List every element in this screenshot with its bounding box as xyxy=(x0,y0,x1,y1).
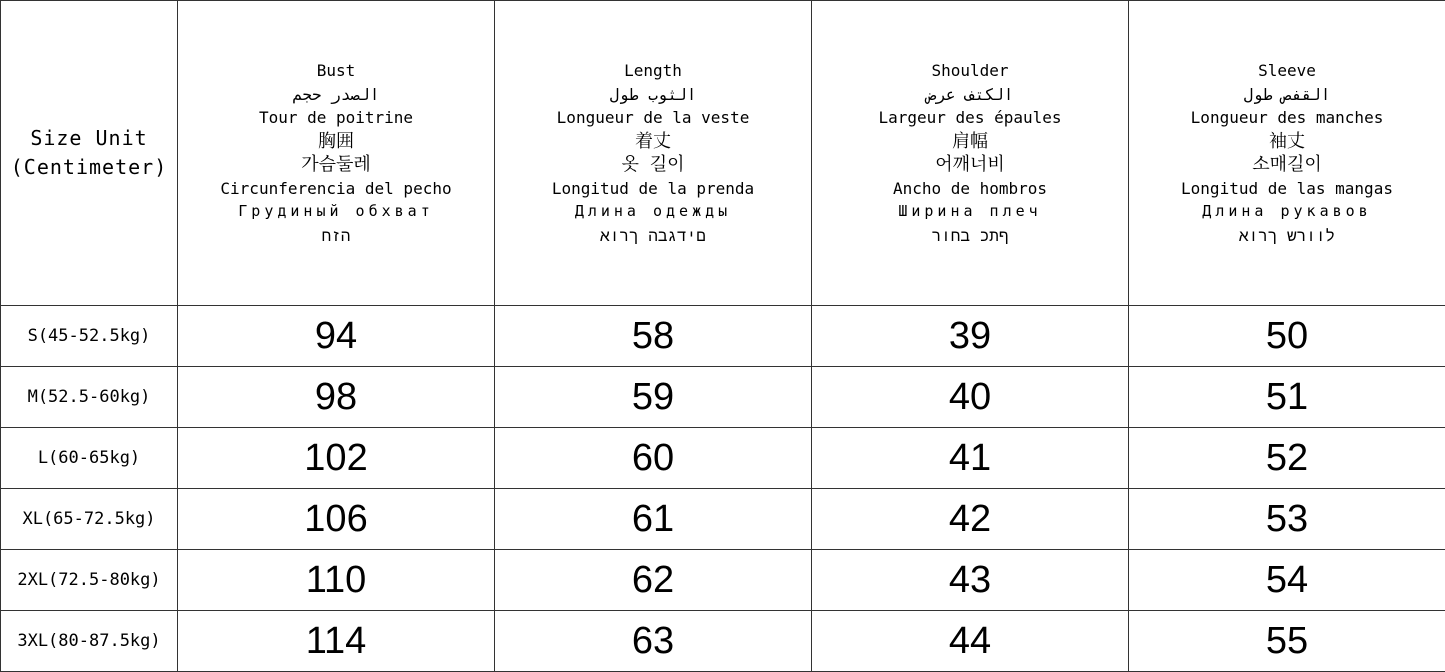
header-ja: 袖丈 xyxy=(1129,130,1445,154)
bust-value: 98 xyxy=(178,367,495,428)
header-ru: Длина рукавов xyxy=(1129,200,1445,224)
header-row xyxy=(1,1,1445,306)
header-ja: 肩幅 xyxy=(812,130,1128,154)
size-label: 2XL(72.5-80kg) xyxy=(1,550,178,611)
sleeve-value: 54 xyxy=(1129,550,1445,611)
bust-value: 114 xyxy=(178,611,495,672)
size-label: L(60-65kg) xyxy=(1,428,178,489)
table-row xyxy=(1,489,1445,550)
header-ru: Ширина плеч xyxy=(812,200,1128,224)
header-ko: 소매길이 xyxy=(1129,153,1445,177)
length-value: 59 xyxy=(495,367,812,428)
bust-value: 110 xyxy=(178,550,495,611)
header-fr: Longueur des manches xyxy=(1129,106,1445,130)
size-unit-header xyxy=(1,1,178,306)
shoulder-value: 42 xyxy=(812,489,1129,550)
size-unit-label: Size Unit xyxy=(1,124,177,153)
shoulder-value: 43 xyxy=(812,550,1129,611)
size-label: M(52.5-60kg) xyxy=(1,367,178,428)
header-fr: Tour de poitrine xyxy=(178,106,494,130)
header-ko: 가슴둘레 xyxy=(178,153,494,177)
header-ja: 着丈 xyxy=(495,130,811,154)
header-he: םידגבה ךרוא xyxy=(495,224,811,248)
size-label: 3XL(80-87.5kg) xyxy=(1,611,178,672)
header-es: Longitud de la prenda xyxy=(495,177,811,201)
header-he: לוורש ךרוא xyxy=(1129,224,1445,248)
header-en: Shoulder xyxy=(812,59,1128,83)
length-value: 58 xyxy=(495,306,812,367)
sleeve-value: 51 xyxy=(1129,367,1445,428)
header-ar: الثوب طول xyxy=(495,83,811,107)
table-row xyxy=(1,306,1445,367)
header-he: הזח xyxy=(178,224,494,248)
shoulder-value: 40 xyxy=(812,367,1129,428)
sleeve-column-header xyxy=(1129,1,1445,306)
sleeve-value: 50 xyxy=(1129,306,1445,367)
header-fr: Longueur de la veste xyxy=(495,106,811,130)
header-es: Circunferencia del pecho xyxy=(178,177,494,201)
header-fr: Largeur des épaules xyxy=(812,106,1128,130)
size-label: S(45-52.5kg) xyxy=(1,306,178,367)
length-value: 63 xyxy=(495,611,812,672)
header-ko: 옷 길이 xyxy=(495,153,811,177)
header-ru: Грудиный обхват xyxy=(178,200,494,224)
header-ja: 胸囲 xyxy=(178,130,494,154)
shoulder-value: 39 xyxy=(812,306,1129,367)
bust-value: 102 xyxy=(178,428,495,489)
header-en: Length xyxy=(495,59,811,83)
shoulder-value: 41 xyxy=(812,428,1129,489)
bust-column-header xyxy=(178,1,495,306)
bust-value: 106 xyxy=(178,489,495,550)
length-column-header xyxy=(495,1,812,306)
table-row xyxy=(1,550,1445,611)
header-en: Sleeve xyxy=(1129,59,1445,83)
header-ar: الصدر حجم xyxy=(178,83,494,107)
header-ko: 어깨너비 xyxy=(812,153,1128,177)
header-ar: الكتف عرض xyxy=(812,83,1128,107)
header-ru: Длина одежды xyxy=(495,200,811,224)
unit-centimeter-label: (Centimeter) xyxy=(1,153,177,182)
header-ar: القفص طول xyxy=(1129,83,1445,107)
header-en: Bust xyxy=(178,59,494,83)
length-value: 60 xyxy=(495,428,812,489)
header-es: Longitud de las mangas xyxy=(1129,177,1445,201)
header-he: ףתכ בחור xyxy=(812,224,1128,248)
bust-value: 94 xyxy=(178,306,495,367)
table-row xyxy=(1,611,1445,672)
size-label: XL(65-72.5kg) xyxy=(1,489,178,550)
sleeve-value: 55 xyxy=(1129,611,1445,672)
sleeve-value: 53 xyxy=(1129,489,1445,550)
table-row xyxy=(1,428,1445,489)
shoulder-value: 44 xyxy=(812,611,1129,672)
sleeve-value: 52 xyxy=(1129,428,1445,489)
header-es: Ancho de hombros xyxy=(812,177,1128,201)
length-value: 61 xyxy=(495,489,812,550)
shoulder-column-header xyxy=(812,1,1129,306)
table-row xyxy=(1,367,1445,428)
length-value: 62 xyxy=(495,550,812,611)
